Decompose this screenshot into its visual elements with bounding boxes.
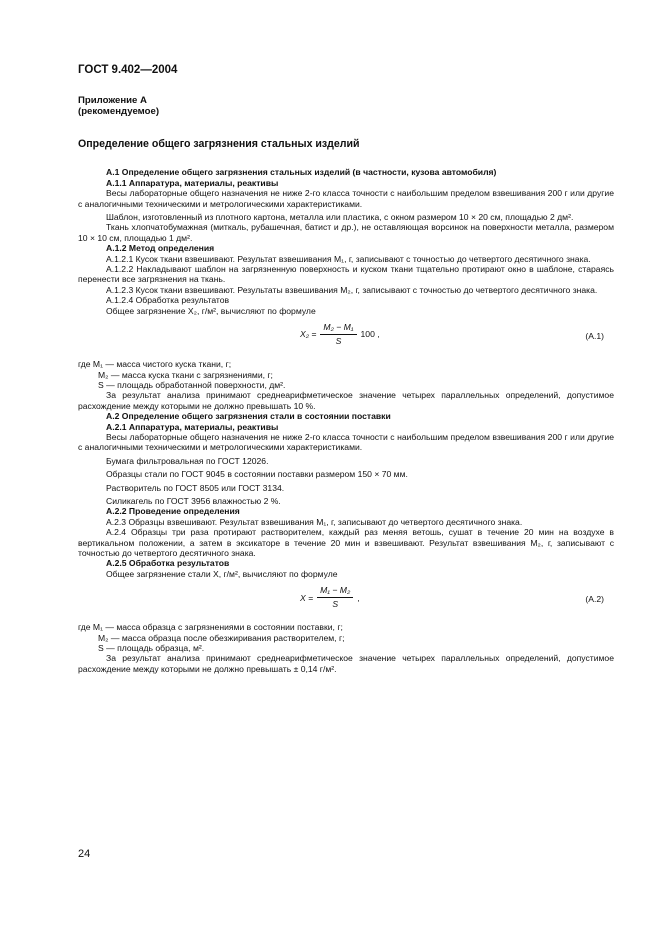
paragraph: Весы лабораторные общего назначения не ниже 2-го класса точности с наибольшим пределом взвешивания 200 г или другие с аналогичными техническими и метрологическими характеристиками. [78,431,614,453]
formula-a1 [78,321,614,351]
formula-lhs: X₂ = [300,329,317,340]
formula-denominator: S [335,336,342,347]
formula-tail: 100 , [360,329,380,340]
subsection-heading: А.1.1 Аппаратура, материалы, реактивы [106,177,279,188]
paragraph: А.1.2.2 Накладывают шаблон на загрязненную поверхность и куском ткани тщательно протирают окно в шаблоне, стараясь перенести все загрязнения на ткань. [78,264,614,285]
legend-line: M₂ — масса куска ткани с загрязнениями, г; [98,369,273,380]
legend-line: где M₁ — масса образца с загрязнениями в состоянии поставки, г; [78,622,343,633]
subsection-heading: А.2.2 Проведение определения [106,506,240,517]
paragraph: А.1.2.4 Обработка результатов [106,295,230,306]
legend-line: где M₁ — масса чистого куска ткани, г; [78,359,232,370]
paragraph: Общее загрязнение X₂, г/м², вычисляют по формуле [106,305,316,316]
legend-line: S — площадь обработанной поверхности, дм². [98,379,286,390]
formula-numerator: M₁ − M₂ [317,585,353,598]
paragraph: Общее загрязнение стали X, г/м², вычисляют по формуле [106,568,338,579]
formula-legend [78,622,614,653]
document-title: Определение общего загрязнения стальных изделий [78,138,360,150]
legend-line: S — площадь образца, м². [98,643,205,654]
appendix-title: Приложение А [78,95,147,106]
document-content [78,95,614,674]
formula-fraction [320,322,356,347]
paragraph: А.1.2.3 Кусок ткани взвешивают. Результаты взвешивания M₂, г, записывают с точностью до четвертого десятичного знака. [106,284,598,295]
formula-a2 [78,584,614,614]
paragraph: А.1.2.1 Кусок ткани взвешивают. Результат взвешивания M₁, г, записывают с точностью до четвертого десятичного знака. [106,253,591,264]
formula-legend [78,359,614,390]
document-header: ГОСТ 9.402—2004 [78,64,178,76]
paragraph: Шаблон, изготовленный из плотного картона, металла или пластика, с окном размером 10 × 20 см, площадью 2 дм². [106,212,574,223]
section-heading: А.1 Определение общего загрязнения стальных изделий (в частности, кузова автомобиля) [106,167,497,178]
paragraph: А.2.4 Образцы три раза протирают растворителем, каждый раз меняя ветошь, сушат в течение 20 мин на воздухе в вертикальном положении, а затем в эксикаторе в течение 20 мин и взвешивают. Результат взвешивания M₂, г, записывают с точностью до четвертого десятичного знака. [78,527,614,558]
paragraph: Силикагель по ГОСТ 3956 влажностью 2 %. [106,495,281,506]
paragraph: Ткань хлопчатобумажная (миткаль, рубашечная, батист и др.), не оставляющая ворсинок на поверхности металла, размером 10 × 10 см, площадью 1 дм². [78,222,614,243]
legend-line: M₂ — масса образца после обезжиривания растворителем, г; [98,632,345,643]
paragraph: Растворитель по ГОСТ 8505 или ГОСТ 3134. [106,482,285,493]
formula-number: (А.2) [585,594,604,605]
subsection-heading: А.2.5 Обработка результатов [106,558,230,569]
paragraph: За результат анализа принимают среднеарифметическое значение четырех параллельных определений, допустимое расхождение между которыми не должно превышать 10 %. [78,390,614,411]
paragraph: Бумага фильтровальная по ГОСТ 12026. [106,455,269,466]
subsection-heading: А.1.2 Метод определения [106,243,215,254]
appendix-subtitle: (рекомендуемое) [78,106,160,117]
formula-number: (А.1) [585,331,604,342]
paragraph: А.2.3 Образцы взвешивают. Результат взвешивания M₁, г, записывают до четвертого десятичного знака. [106,516,523,527]
paragraph: За результат анализа принимают среднеарифметическое значение четырех параллельных определений, допустимое расхождение между которыми не должно превышать ± 0,14 г/м². [78,653,614,674]
paragraph: Весы лабораторные общего назначения не ниже 2-го класса точности с наибольшим пределом взвешивания 200 г или другие с аналогичными техническими и метрологическими характеристиками. [78,188,614,209]
paragraph: Образцы стали по ГОСТ 9045 в состоянии поставки размером 150 × 70 мм. [106,469,408,480]
subsection-heading: А.2.1 Аппаратура, материалы, реактивы [106,421,279,432]
formula-tail: , [357,592,360,603]
formula-lhs: X = [300,592,314,603]
page-number: 24 [78,848,91,860]
formula-numerator: M₂ − M₁ [320,322,356,335]
section-heading: А.2 Определение общего загрязнения стали в состоянии поставки [106,411,391,422]
formula-fraction [317,585,353,610]
formula-denominator: S [332,599,339,610]
